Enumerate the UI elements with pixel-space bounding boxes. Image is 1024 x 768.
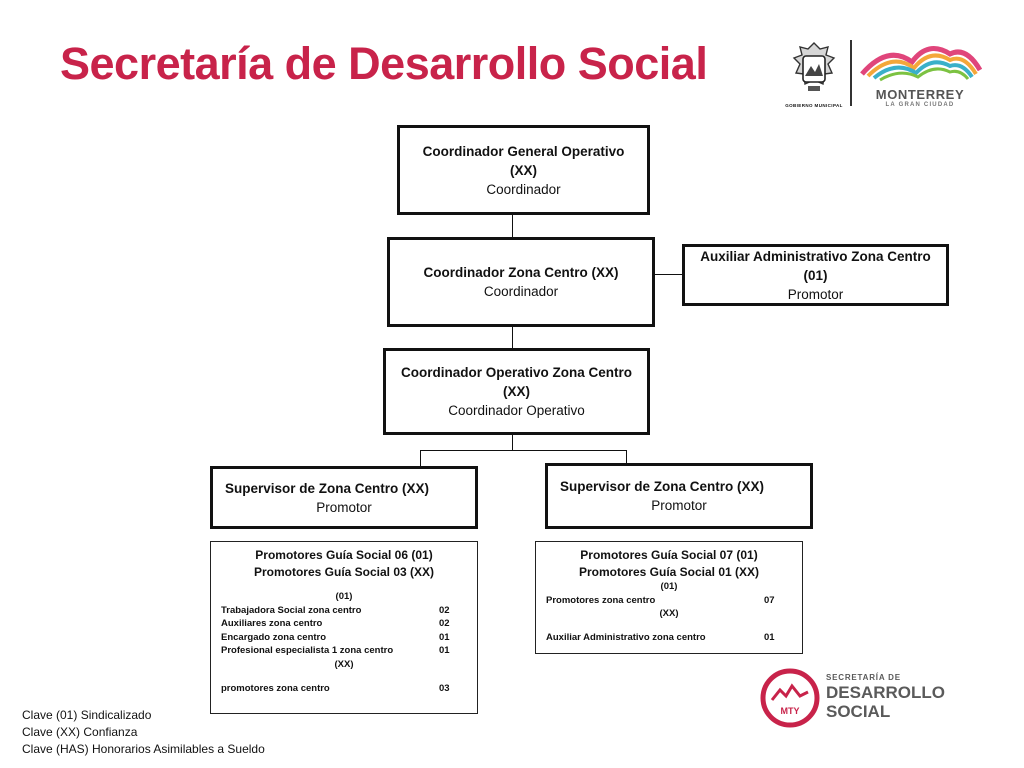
list-item-count: 02 bbox=[439, 618, 450, 630]
list-item bbox=[221, 617, 467, 631]
list-item-label: Auxiliar Administrativo zona centro bbox=[546, 631, 706, 643]
legend-item: Clave (HAS) Honorarios Asimilables a Sueldo bbox=[22, 742, 265, 756]
connector-general-zona bbox=[512, 214, 513, 238]
badge-text: MTY bbox=[780, 706, 800, 716]
desarrollo-social-logo bbox=[760, 668, 960, 728]
page-title: Secretaría de Desarrollo Social bbox=[60, 38, 708, 89]
box-code: (XX) bbox=[510, 162, 537, 178]
logo-line-1: SECRETARÍA DE bbox=[826, 673, 901, 682]
list-header: Promotores Guía Social 06 (01) bbox=[255, 548, 433, 562]
box-name: Coordinador Operativo Zona Centro bbox=[400, 365, 632, 380]
list-item-count: 01 bbox=[439, 631, 450, 643]
list-code: (01) bbox=[335, 591, 353, 602]
connector-zona-operativo bbox=[512, 326, 513, 349]
box-role: Promotor bbox=[787, 286, 844, 302]
list-header: Promotores Guía Social 01 (XX) bbox=[578, 564, 760, 579]
connector-branch-right bbox=[626, 450, 627, 464]
org-box-coordinador-general bbox=[397, 125, 650, 215]
list-item-label: promotores zona centro bbox=[221, 682, 330, 694]
monterrey-wordmark: MONTERREY bbox=[875, 87, 965, 102]
box-name: Supervisor de Zona Centro (XX) bbox=[560, 479, 765, 494]
logo-divider bbox=[850, 40, 852, 106]
list-header: Promotores Guía Social 07 (01) bbox=[580, 548, 758, 562]
list-item-count: 01 bbox=[764, 631, 775, 643]
legend-item: Clave (XX) Confianza bbox=[22, 725, 138, 739]
list-item bbox=[221, 644, 467, 658]
box-name: Supervisor de Zona Centro (XX) bbox=[225, 480, 430, 496]
coat-of-arms-icon bbox=[784, 40, 844, 98]
list-item-label: Encargado zona centro bbox=[221, 631, 327, 643]
legend-item: Clave (01) Sindicalizado bbox=[22, 708, 152, 722]
municipal-shield-logo bbox=[784, 40, 844, 110]
legend bbox=[22, 707, 265, 758]
box-name: Coordinador Zona Centro (XX) bbox=[423, 265, 619, 280]
list-item bbox=[221, 604, 467, 618]
list-code: (XX) bbox=[334, 658, 354, 670]
list-item bbox=[221, 682, 467, 696]
list-item-label: Profesional especialista 1 zona centro bbox=[221, 645, 394, 657]
connector-zona-aux bbox=[654, 274, 684, 275]
list-header: Promotores Guía Social 03 (XX) bbox=[253, 564, 435, 579]
list-item bbox=[546, 631, 792, 645]
list-rows-confianza bbox=[221, 682, 467, 696]
list-item bbox=[546, 594, 792, 608]
connector-branch-horizontal bbox=[420, 450, 627, 451]
list-rows-sindicalizado bbox=[221, 604, 467, 658]
connector-operativo-down bbox=[512, 435, 513, 451]
box-code: (XX) bbox=[503, 384, 530, 399]
list-item-count: 02 bbox=[439, 604, 450, 616]
list-item-count: 03 bbox=[439, 682, 450, 694]
list-item-label: Auxiliares zona centro bbox=[221, 618, 323, 630]
list-rows-sindicalizado bbox=[546, 594, 792, 608]
box-name: Auxiliar Administrativo Zona Centro bbox=[700, 248, 931, 264]
shield-caption: GOBIERNO MUNICIPAL bbox=[785, 103, 843, 108]
list-item bbox=[221, 631, 467, 645]
list-rows-confianza bbox=[546, 631, 792, 645]
box-role: Coordinador bbox=[486, 181, 561, 197]
list-item-label: Promotores zona centro bbox=[546, 594, 656, 606]
mty-badge-icon bbox=[760, 668, 820, 728]
org-box-supervisor-right bbox=[545, 463, 813, 529]
list-item-label: Trabajadora Social zona centro bbox=[221, 604, 362, 616]
org-box-coordinador-zona-centro bbox=[387, 237, 655, 327]
list-item-count: 07 bbox=[764, 594, 775, 606]
box-code: (01) bbox=[803, 267, 828, 283]
staff-list-left bbox=[210, 541, 478, 714]
monterrey-logo bbox=[858, 40, 984, 110]
list-code: (01) bbox=[660, 581, 678, 592]
box-role: Coordinador bbox=[483, 284, 559, 299]
list-code: (XX) bbox=[659, 608, 679, 620]
org-box-auxiliar-administrativo bbox=[682, 244, 949, 306]
box-role: Promotor bbox=[651, 498, 707, 513]
org-box-supervisor-left bbox=[210, 466, 478, 529]
monterrey-tagline: LA GRAN CIUDAD bbox=[885, 102, 955, 108]
box-role: Promotor bbox=[316, 499, 372, 515]
list-item-count: 01 bbox=[439, 645, 450, 657]
staff-list-right bbox=[535, 541, 803, 654]
logo-line-2: DESARROLLO bbox=[826, 683, 945, 702]
box-name: Coordinador General Operativo bbox=[422, 143, 625, 159]
box-role: Coordinador Operativo bbox=[448, 403, 585, 418]
monterrey-mountain-icon bbox=[858, 40, 982, 82]
org-box-coordinador-operativo bbox=[383, 348, 650, 435]
logo-line-3: SOCIAL bbox=[826, 702, 891, 721]
